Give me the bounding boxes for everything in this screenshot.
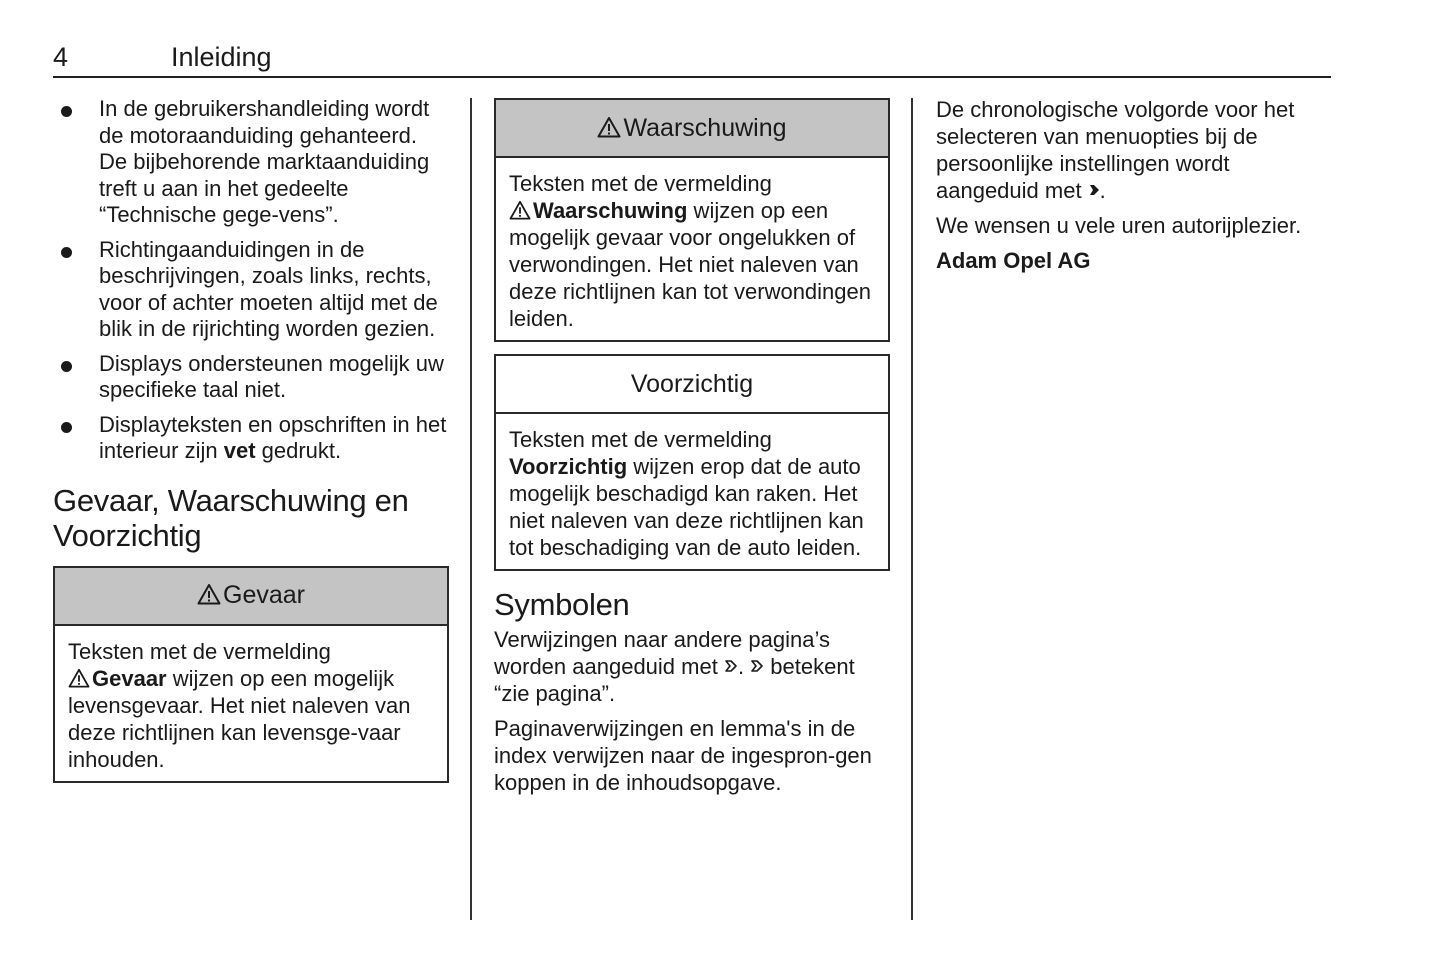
waarschuwing-box-title: Waarschuwing — [623, 113, 787, 142]
column-2 — [494, 98, 890, 804]
menu-arrow-icon — [1088, 178, 1100, 203]
waarschuwing-box-header — [496, 100, 888, 158]
box-keyword: Gevaar — [92, 665, 167, 691]
column-divider — [911, 98, 913, 920]
column-1 — [53, 96, 449, 795]
gevaar-box-header — [55, 568, 447, 626]
waarschuwing-box-body — [496, 158, 888, 340]
column-divider — [470, 98, 472, 920]
list-item-text: In de gebruikershandleiding wordt de motoraanduiding gehanteerd. De bijbehorende marktaanduiding treft u aan in het gedeelte “Technische gege-vens”. — [99, 96, 430, 227]
waarschuwing-box — [494, 98, 890, 342]
list-item-text: Displayteksten en opschriften in het interieur zijn — [99, 411, 447, 463]
box-text: wijzen op een mogelijk gevaar voor ongelukken of verwondingen. Het niet naleven van deze richtlijnen kan tot verwondingen leiden. — [509, 198, 872, 331]
bold-word: vet — [223, 438, 256, 463]
warning-triangle-icon — [68, 665, 90, 692]
bullet-icon — [61, 361, 72, 372]
page-number: 4 — [53, 42, 69, 72]
page-ref-arrow-icon — [724, 654, 738, 679]
warning-triangle-icon — [597, 114, 621, 143]
list-item-text: Displays ondersteunen mogelijk uw specifieke taal niet. — [99, 350, 444, 402]
voorzichtig-box — [494, 354, 890, 571]
voorzichtig-box-body — [496, 414, 888, 569]
box-keyword: Waarschuwing — [533, 198, 688, 223]
box-text: wijzen erop dat de auto mogelijk beschadigd kan raken. Het niet naleven van deze richtlijnen kan tot beschadiging van de auto leiden. — [509, 454, 864, 560]
section-heading-gevaar: Gevaar, Waarschuwing en Voorzichtig — [53, 482, 409, 553]
paragraph-text: . — [737, 654, 751, 679]
list-item — [53, 412, 449, 465]
gevaar-box — [53, 566, 449, 783]
paragraph-text: De chronologische volgorde voor het selecteren van menuopties bij de persoonlijke instellingen wordt aangeduid met — [936, 97, 1295, 203]
signature-text: Adam Opel AG — [936, 248, 1091, 273]
list-item — [53, 237, 449, 343]
bullet-icon — [61, 106, 72, 117]
list-item-text: Richtingaanduidingen in de beschrijvingen, zoals links, rechts, voor of achter moeten altijd met de blik in de rijrichting worden gezien. — [99, 236, 438, 341]
page-ref-arrow-icon — [750, 654, 764, 679]
box-keyword: Voorzichtig — [509, 454, 628, 479]
greeting-paragraph: We wensen u vele uren autorijplezier. — [936, 213, 1302, 238]
chapter-title: Inleiding — [171, 42, 272, 72]
box-intro-text: Teksten met de vermelding — [68, 638, 331, 664]
signature — [936, 247, 1332, 274]
paragraph-text: . — [1099, 178, 1106, 203]
warning-triangle-icon — [197, 581, 221, 610]
bullet-list — [53, 96, 449, 465]
menu-order-paragraph — [936, 96, 1332, 204]
page-header — [53, 40, 1331, 78]
symbolen-paragraph-1 — [494, 626, 890, 707]
list-item-text-end: gedrukt. — [255, 438, 342, 463]
box-intro-text: Teksten met de vermelding — [509, 171, 772, 196]
box-text: wijzen op een mogelijk levensgevaar. Het niet naleven van deze richtlijnen kan levensge-vaar inhouden. — [68, 665, 411, 772]
column-3 — [936, 96, 1332, 282]
paragraph-text: betekent “zie pagina”. — [494, 654, 855, 706]
bullet-icon — [61, 247, 72, 258]
gevaar-box-title: Gevaar — [223, 581, 305, 609]
list-item — [53, 96, 449, 229]
bullet-icon — [61, 422, 72, 433]
symbolen-paragraph-2: Paginaverwijzingen en lemma's in de index verwijzen naar de ingespron-gen koppen in de inhoudsopgave. — [494, 716, 872, 795]
list-item — [53, 351, 449, 404]
voorzichtig-box-header — [496, 356, 888, 414]
voorzichtig-box-title: Voorzichtig — [630, 369, 754, 398]
section-heading-symbolen: Symbolen — [494, 587, 630, 622]
gevaar-box-body — [55, 626, 447, 781]
paragraph-text: Verwijzingen naar andere pagina’s worden aangeduid met — [494, 627, 830, 679]
box-intro-text: Teksten met de vermelding — [509, 427, 772, 452]
warning-triangle-icon — [509, 197, 531, 224]
